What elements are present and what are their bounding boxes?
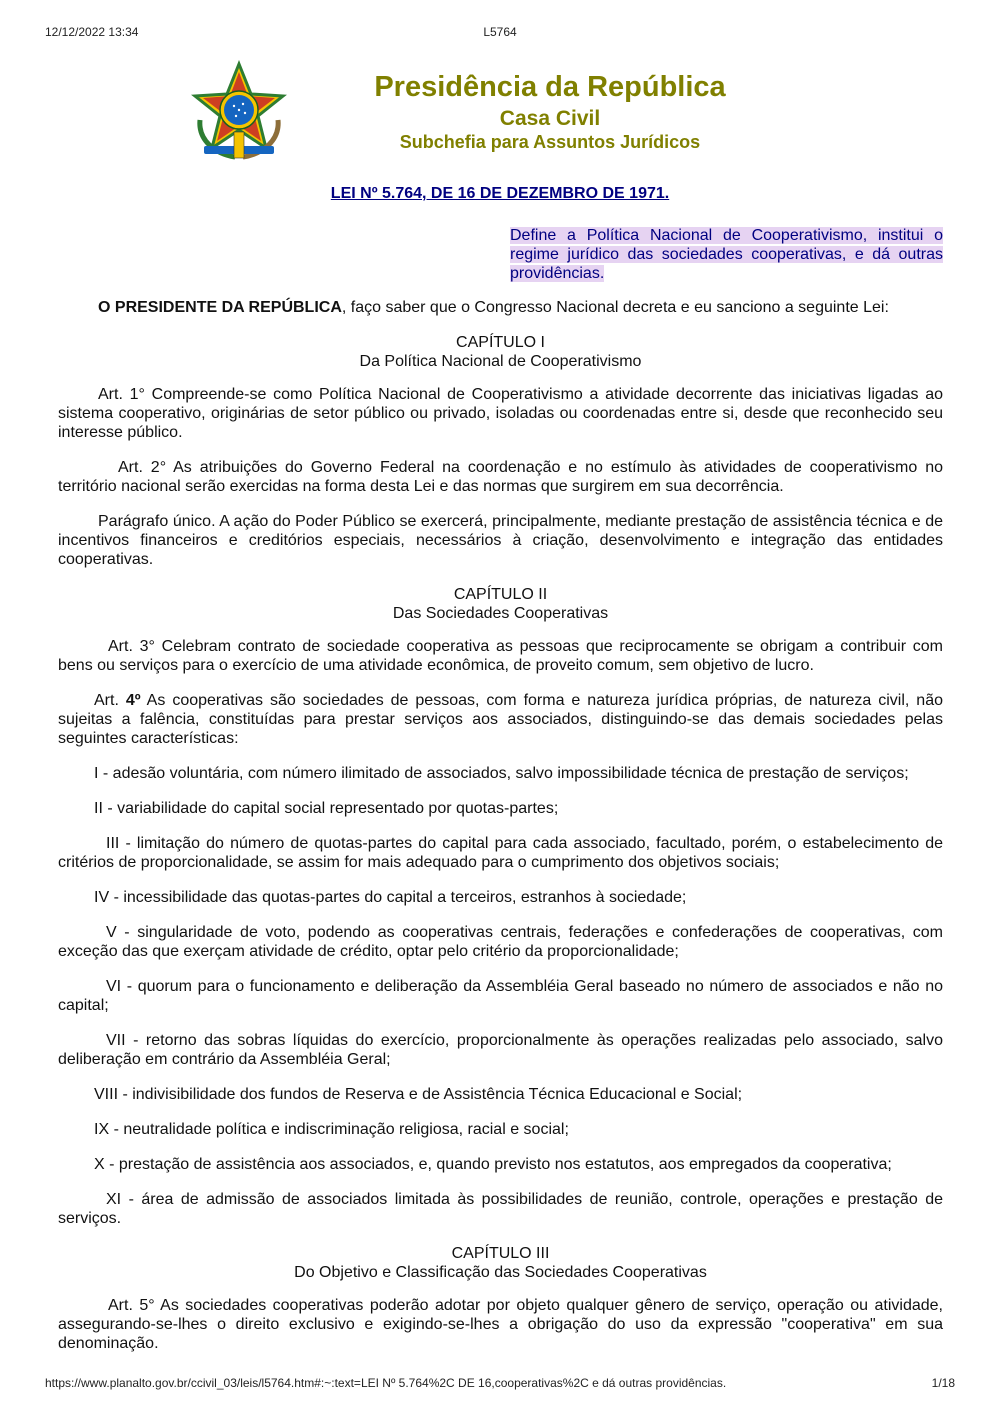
page-number: 1/18 — [931, 1376, 955, 1390]
chapter-heading — [58, 585, 943, 623]
law-body — [58, 298, 943, 1369]
preamble-text: , faço saber que o Congresso Nacional decreta e eu sanciono a seguinte Lei: — [341, 299, 889, 316]
chapter-label: CAPÍTULO III — [451, 1245, 550, 1262]
article-2-paragraph: Parágrafo único. A ação do Poder Público se exercerá, principalmente, mediante prestação de assistência técnica e de incentivos financeiros e creditórios especiais, necessários à criação, desenvolvimento e integração das entidades cooperativas. — [58, 513, 943, 568]
article-4-item: VII - retorno das sobras líquidas do exercício, proporcionalmente às operações realizadas pelo associado, salvo deliberação em contrário da Assembléia Geral; — [58, 1032, 943, 1068]
chapter-heading — [58, 1244, 943, 1282]
print-footer — [0, 1376, 1000, 1392]
article-4-item: IV - incessibilidade das quotas-partes do capital a terceiros, estranhos à sociedade; — [94, 889, 687, 906]
print-datetime: 12/12/2022 13:34 — [45, 25, 139, 39]
brazil-coat-of-arms-icon — [190, 60, 288, 164]
chapter-title: Do Objetivo e Classificação das Sociedades Cooperativas — [294, 1264, 707, 1281]
org-name-presidencia: Presidência da República — [374, 71, 726, 103]
preamble-signatory: O PRESIDENTE DA REPÚBLICA — [98, 299, 342, 316]
ementa-text: Define a Política Nacional de Cooperativismo, institui o regime jurídico das sociedades cooperativas, e dá outras providências. — [510, 227, 943, 282]
chapter-label: CAPÍTULO II — [453, 586, 548, 603]
article-4-item: II - variabilidade do capital social representado por quotas-partes; — [94, 800, 559, 817]
article-4-item: I - adesão voluntária, com número ilimitado de associados, salvo impossibilidade técnica de prestação de serviços; — [94, 765, 909, 782]
print-doc-title: L5764 — [483, 25, 517, 39]
article-4-number: 4º — [125, 692, 141, 709]
law-title-link[interactable]: LEI Nº 5.764, DE 16 DE DEZEMBRO DE 1971. — [330, 185, 670, 202]
chapter-title: Das Sociedades Cooperativas — [392, 605, 609, 622]
page-url: https://www.planalto.gov.br/ccivil_03/leis/l5764.htm#:~:text=LEI Nº 5.764%2C DE 16,cooperativas%2C e dá outras providências. — [45, 1376, 727, 1390]
chapter-title: Da Política Nacional de Cooperativismo — [359, 353, 642, 370]
org-name-casa-civil: Casa Civil — [499, 107, 601, 130]
article-4-item: IX - neutralidade política e indiscriminação religiosa, racial e social; — [94, 1121, 569, 1138]
law-title[interactable] — [0, 185, 1000, 203]
article-4 — [58, 691, 943, 748]
article-4-item: III - limitação do número de quotas-partes do capital para cada associado, facultado, porém, o estabelecimento de critérios de proporcionalidade, se assim for mais adequado para o cumprimento dos objetivos sociais; — [58, 835, 943, 871]
article-4-item: XI - área de admissão de associados limitada às possibilidades de reunião, controle, operações e prestação de serviços. — [58, 1191, 943, 1227]
article-4-prefix: Art. — [94, 692, 126, 709]
chapter-heading — [58, 333, 943, 371]
article-4-text: As cooperativas são sociedades de pessoas, com forma e natureza jurídica próprias, de natureza civil, não sujeitas a falência, constituídas para prestar serviços aos associados, distinguindo-se das demais sociedades pelas seguintes características: — [58, 692, 943, 747]
chapter-label: CAPÍTULO I — [456, 334, 545, 351]
ementa — [510, 226, 943, 283]
article-4-item: X - prestação de assistência aos associados, e, quando previsto nos estatutos, aos empregados da cooperativa; — [94, 1156, 892, 1173]
article-4-item: VIII - indivisibilidade dos fundos de Reserva e de Assistência Técnica Educacional e Social; — [94, 1086, 743, 1103]
preamble — [58, 298, 943, 317]
article-2: Art. 2° As atribuições do Governo Federal na coordenação e no estímulo às atividades de cooperativismo no território nacional serão exercidas na forma desta Lei e das normas que surgirem em sua decorrência. — [58, 459, 943, 495]
article-3: Art. 3° Celebram contrato de sociedade cooperativa as pessoas que reciprocamente se obrigam a contribuir com bens ou serviços para o exercício de uma atividade econômica, de proveito comum, sem objetivo de lucro. — [58, 638, 943, 674]
article-5: Art. 5° As sociedades cooperativas poderão adotar por objeto qualquer gênero de serviço, operação ou atividade, assegurando-se-lhes o direito exclusivo e exigindo-se-lhes a obrigação do uso da expressão "cooperativa" em sua denominação. — [58, 1297, 943, 1352]
org-name-subchefia: Subchefia para Assuntos Jurídicos — [399, 132, 701, 152]
print-header — [0, 25, 1000, 41]
article-4-item: V - singularidade de voto, podendo as cooperativas centrais, federações e confederações de cooperativas, com exceção das que exerçam atividade de crédito, optar pelo critério da proporcionalidade; — [58, 924, 943, 960]
article-4-item: VI - quorum para o funcionamento e deliberação da Assembléia Geral baseado no número de associados e não no capital; — [58, 978, 943, 1014]
article-1: Art. 1° Compreende-se como Política Nacional de Cooperativismo a atividade decorrente das iniciativas ligadas ao sistema cooperativo, originárias de setor público ou privado, isoladas ou coordenadas entre si, desde que reconhecido seu interesse público. — [58, 386, 943, 441]
